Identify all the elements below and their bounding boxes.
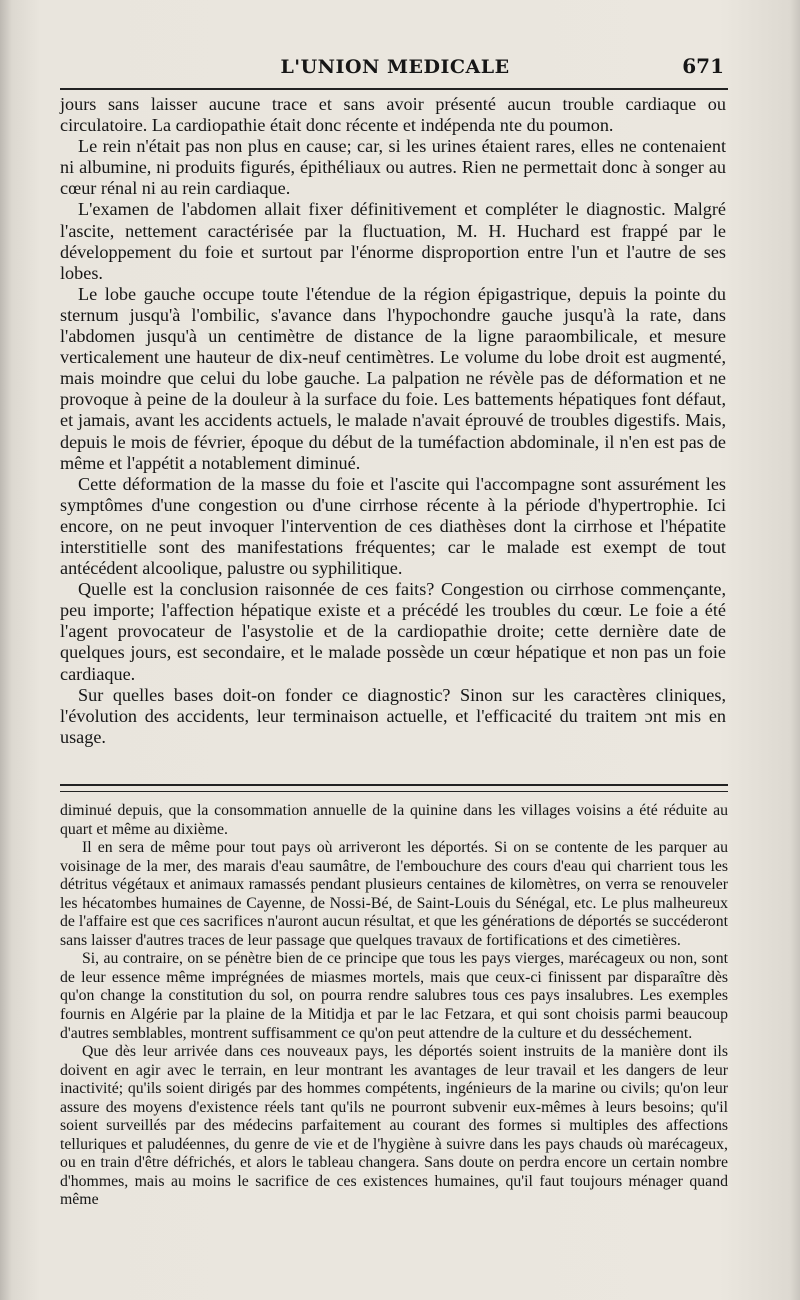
running-header <box>60 52 730 84</box>
paragraph: Le rein n'était pas non plus en cause; car, si les urines étaient rares, elles ne contenaient ni albumine, ni produits figurés, épithéliaux ou autres. Rien ne permettait donc à songer au cœur rénal ni au rein cardiaque. <box>60 136 726 199</box>
paragraph: Le lobe gauche occupe toute l'étendue de la région épigastrique, depuis la pointe du sternum jusqu'à l'ombilic, s'avance dans l'hypochondre gauche jusqu'à la rate, dans l'abdomen jusqu'à un centimètre de distance de la ligne paraombilicale, et mesure verticalement une hauteur de dix-neuf centimètres. Le volume du lobe droit est augmenté, mais moindre que celui du lobe gauche. La palpation ne révèle pas de déformation et ne provoque à peine de la douleur à la surface du foie. Les battements hépatiques font défaut, et jamais, avant les accidents actuels, le malade n'avait éprouvé de troubles digestifs. Mais, depuis le mois de février, époque du début de la tuméfaction abdominale, il n'en est pas de même et l'appétit a notablement diminué. <box>60 283 726 473</box>
section-divider <box>60 784 728 792</box>
main-text <box>60 94 726 748</box>
header-rule <box>60 88 728 90</box>
page-number: 671 <box>682 54 724 78</box>
continuation-text <box>60 802 728 1210</box>
paragraph: L'examen de l'abdomen allait fixer définitivement et compléter le diagnostic. Malgré l'ascite, nettement caractérisée par la fluctuation, M. H. Huchard est frappé par le développement du foie et surtout par l'énorme disproportion entre l'un et l'autre de ses lobes. <box>60 199 726 283</box>
paragraph: Quelle est la conclusion raisonnée de ces faits? Congestion ou cirrhose commençante, peu importe; l'affection hépatique existe et a précédé les troubles du cœur. Le foie a été l'agent provocateur de l'asystolie et de la cardiopathie droite; cette dernière date de quelques jours, est secondaire, et le malade possède un cœur hépatique et non pas un foie cardiaque. <box>60 579 726 684</box>
paragraph: Sur quelles bases doit-on fonder ce diagnostic? Sinon sur les caractères cliniques, l'évolution des accidents, leur terminaison actuelle, et l'efficacité du traitem ɔnt mis en usage. <box>60 684 726 747</box>
paragraph: jours sans laisser aucune trace et sans avoir présenté aucun trouble cardiaque ou circulatoire. La cardiopathie était donc récente et indépenda nte du poumon. <box>60 94 726 136</box>
paragraph: Que dès leur arrivée dans ces nouveaux pays, les déportés soient instruits de la manière dont ils doivent en agir avec le terrain, en leur montrant les avantages de leur travail et les dangers de leur inactivité; qu'ils soient dirigés par des hommes compétents, ingénieurs de la marine ou civils; qu'on leur assure des moyens d'existence réels tant qu'ils ne pourront subvenir eux-mêmes à leurs besoins; qu'il soient surveillés par des médecins parfaitement au courant des formes si multiples des affections telluriques et paludéennes, du genre de vie et de l'hygiène à suivre dans les pays chauds où marécageux, ou en train d'être défrichés, et alors le tableau changera. Sans doute on perdra encore un certain nombre d'hommes, mais au moins le sacrifice de ces existences humaines, qu'il faut toujours ménager quand même <box>60 1043 728 1209</box>
paragraph: Si, au contraire, on se pénètre bien de ce principe que tous les pays vierges, marécageux ou non, sont de leur essence même imprégnées de miasmes mortels, mais que ceux-ci finissent par disparaître dès qu'on change la constitution du sol, on pourra rendre salubres tous ces pays insalubres. Les exemples fournis en Algérie par la plaine de la Mitidja et par le lac Fetzara, et qui sont choisis parmi beaucoup d'autres semblables, montrent suffisamment ce qu'on peut attendre de la culture et du desséchement. <box>60 950 728 1042</box>
paragraph: Il en sera de même pour tout pays où arriveront les déportés. Si on se contente de les parquer au voisinage de la mer, des marais d'eau saumâtre, de l'embouchure des cours d'eau qui charrient tous les détritus végétaux et animaux ramassés pendant plusieurs centaines de kilomètres, on verra se renouveler les hécatombes humaines de Cayenne, de Nossi-Bé, de Saint-Louis du Sénégal, etc. Le plus malheureux de l'affaire est que ces sacrifices n'auront aucun résultat, et que les générations de déportés se succéderont sans laisser d'autres traces de leur passage que quelques travaux de fortifications et des cimetières. <box>60 839 728 949</box>
running-title: L'UNION MEDICALE <box>280 56 510 78</box>
paragraph: diminué depuis, que la consommation annuelle de la quinine dans les villages voisins a été réduite au quart et même au dixième. <box>60 802 728 838</box>
paragraph: Cette déformation de la masse du foie et l'ascite qui l'accompagne sont assurément les symptômes d'une congestion ou d'une cirrhose récente à la période d'hypertrophie. Ici encore, on ne peut invoquer l'intervention de ces diathèses dont la cirrhose et l'hépatite interstitielle sont des manifestations fréquentes; car le malade est exempt de tout antécédent alcoolique, palustre ou syphilitique. <box>60 473 726 579</box>
